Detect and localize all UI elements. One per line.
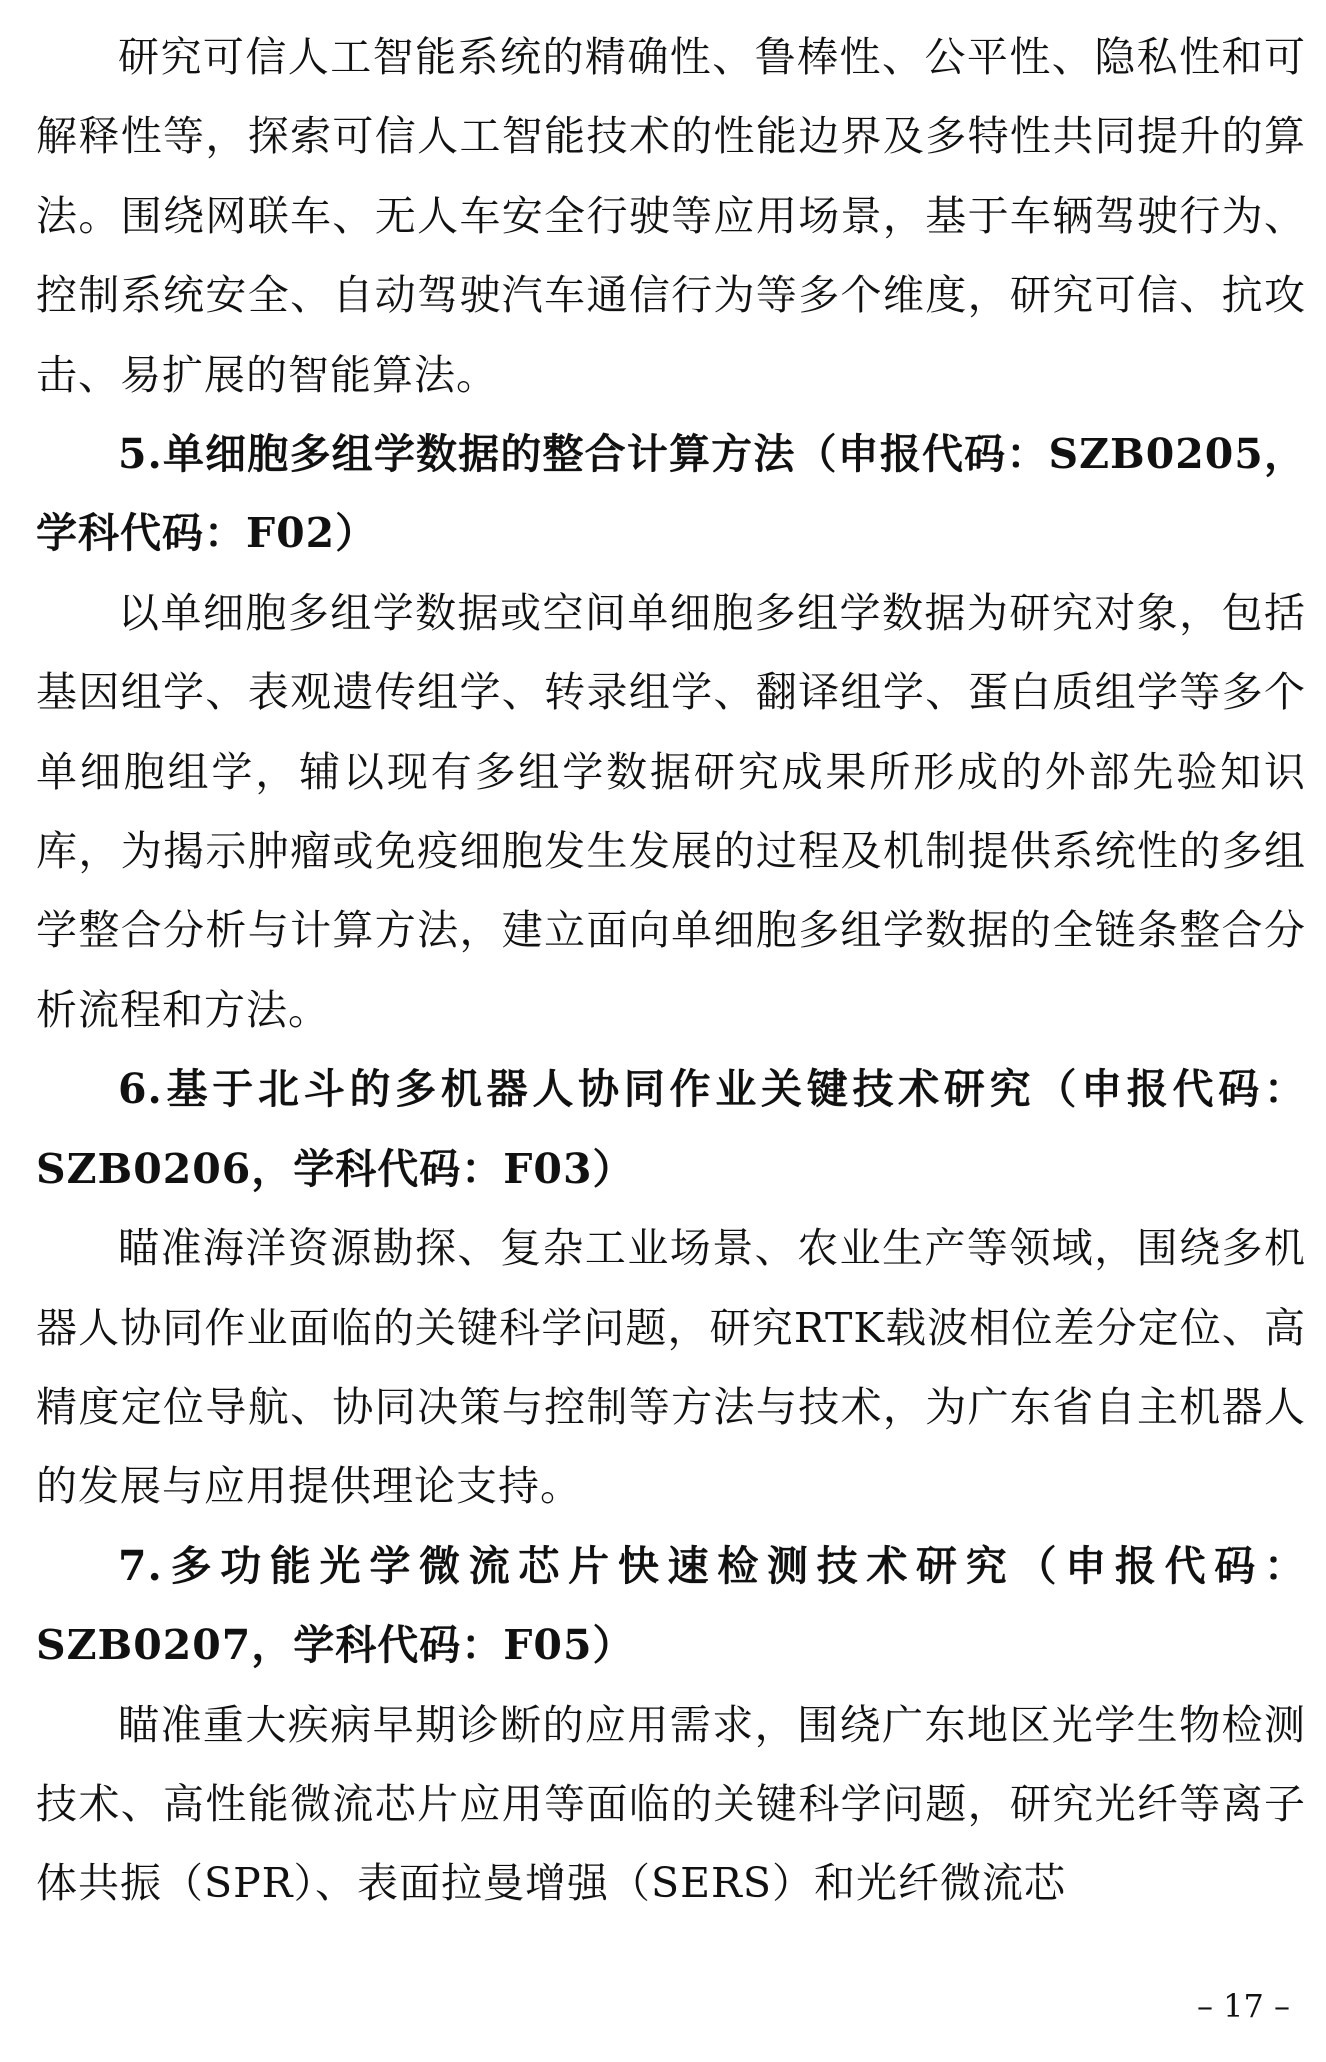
paragraph-beidou-robots: 瞄准海洋资源勘探、复杂工业场景、农业生产等领域，围绕多机器人协同作业面临的关键科学问题，研究RTK载波相位差分定位、高精度定位导航、协同决策与控制等方法与技术，为广东省自主机器人的发展与应用提供理论支持。 [36,1224,1306,1511]
paragraph-single-cell-multiomics: 以单细胞多组学数据或空间单细胞多组学数据为研究对象，包括基因组学、表观遗传组学、转录组学、翻译组学、蛋白质组学等多个单细胞组学，辅以现有多组学数据研究成果所形成的外部先验知识库，为揭示肿瘤或免疫细胞发生发展的过程及机制提供系统性的多组学整合分析与计算方法，建立面向单细胞多组学数据的全链条整合分析流程和方法。 [36,588,1306,1034]
page-number: – 17 – [1196,1987,1290,2025]
section-heading-6: 6.基于北斗的多机器人协同作业关键技术研究（申报代码：SZB0206，学科代码：F03） [36,1065,1306,1193]
document-page [36,18,1306,1924]
paragraph-optical-microfluidic: 瞄准重大疾病早期诊断的应用需求，围绕广东地区光学生物检测技术、高性能微流芯片应用等面临的关键科学问题，研究光纤等离子体共振（SPR）、表面拉曼增强（SERS）和光纤微流芯 [36,1700,1306,1908]
paragraph-trusted-ai: 研究可信人工智能系统的精确性、鲁棒性、公平性、隐私性和可解释性等，探索可信人工智能技术的性能边界及多特性共同提升的算法。围绕网联车、无人车安全行驶等应用场景，基于车辆驾驶行为、控制系统安全、自动驾驶汽车通信行为等多个维度，研究可信、抗攻击、易扩展的智能算法。 [36,33,1306,399]
section-heading-7: 7.多功能光学微流芯片快速检测技术研究（申报代码：SZB0207，学科代码：F05） [36,1541,1306,1670]
section-heading-5: 5.单细胞多组学数据的整合计算方法（申报代码：SZB0205，学科代码：F02） [36,430,1306,558]
